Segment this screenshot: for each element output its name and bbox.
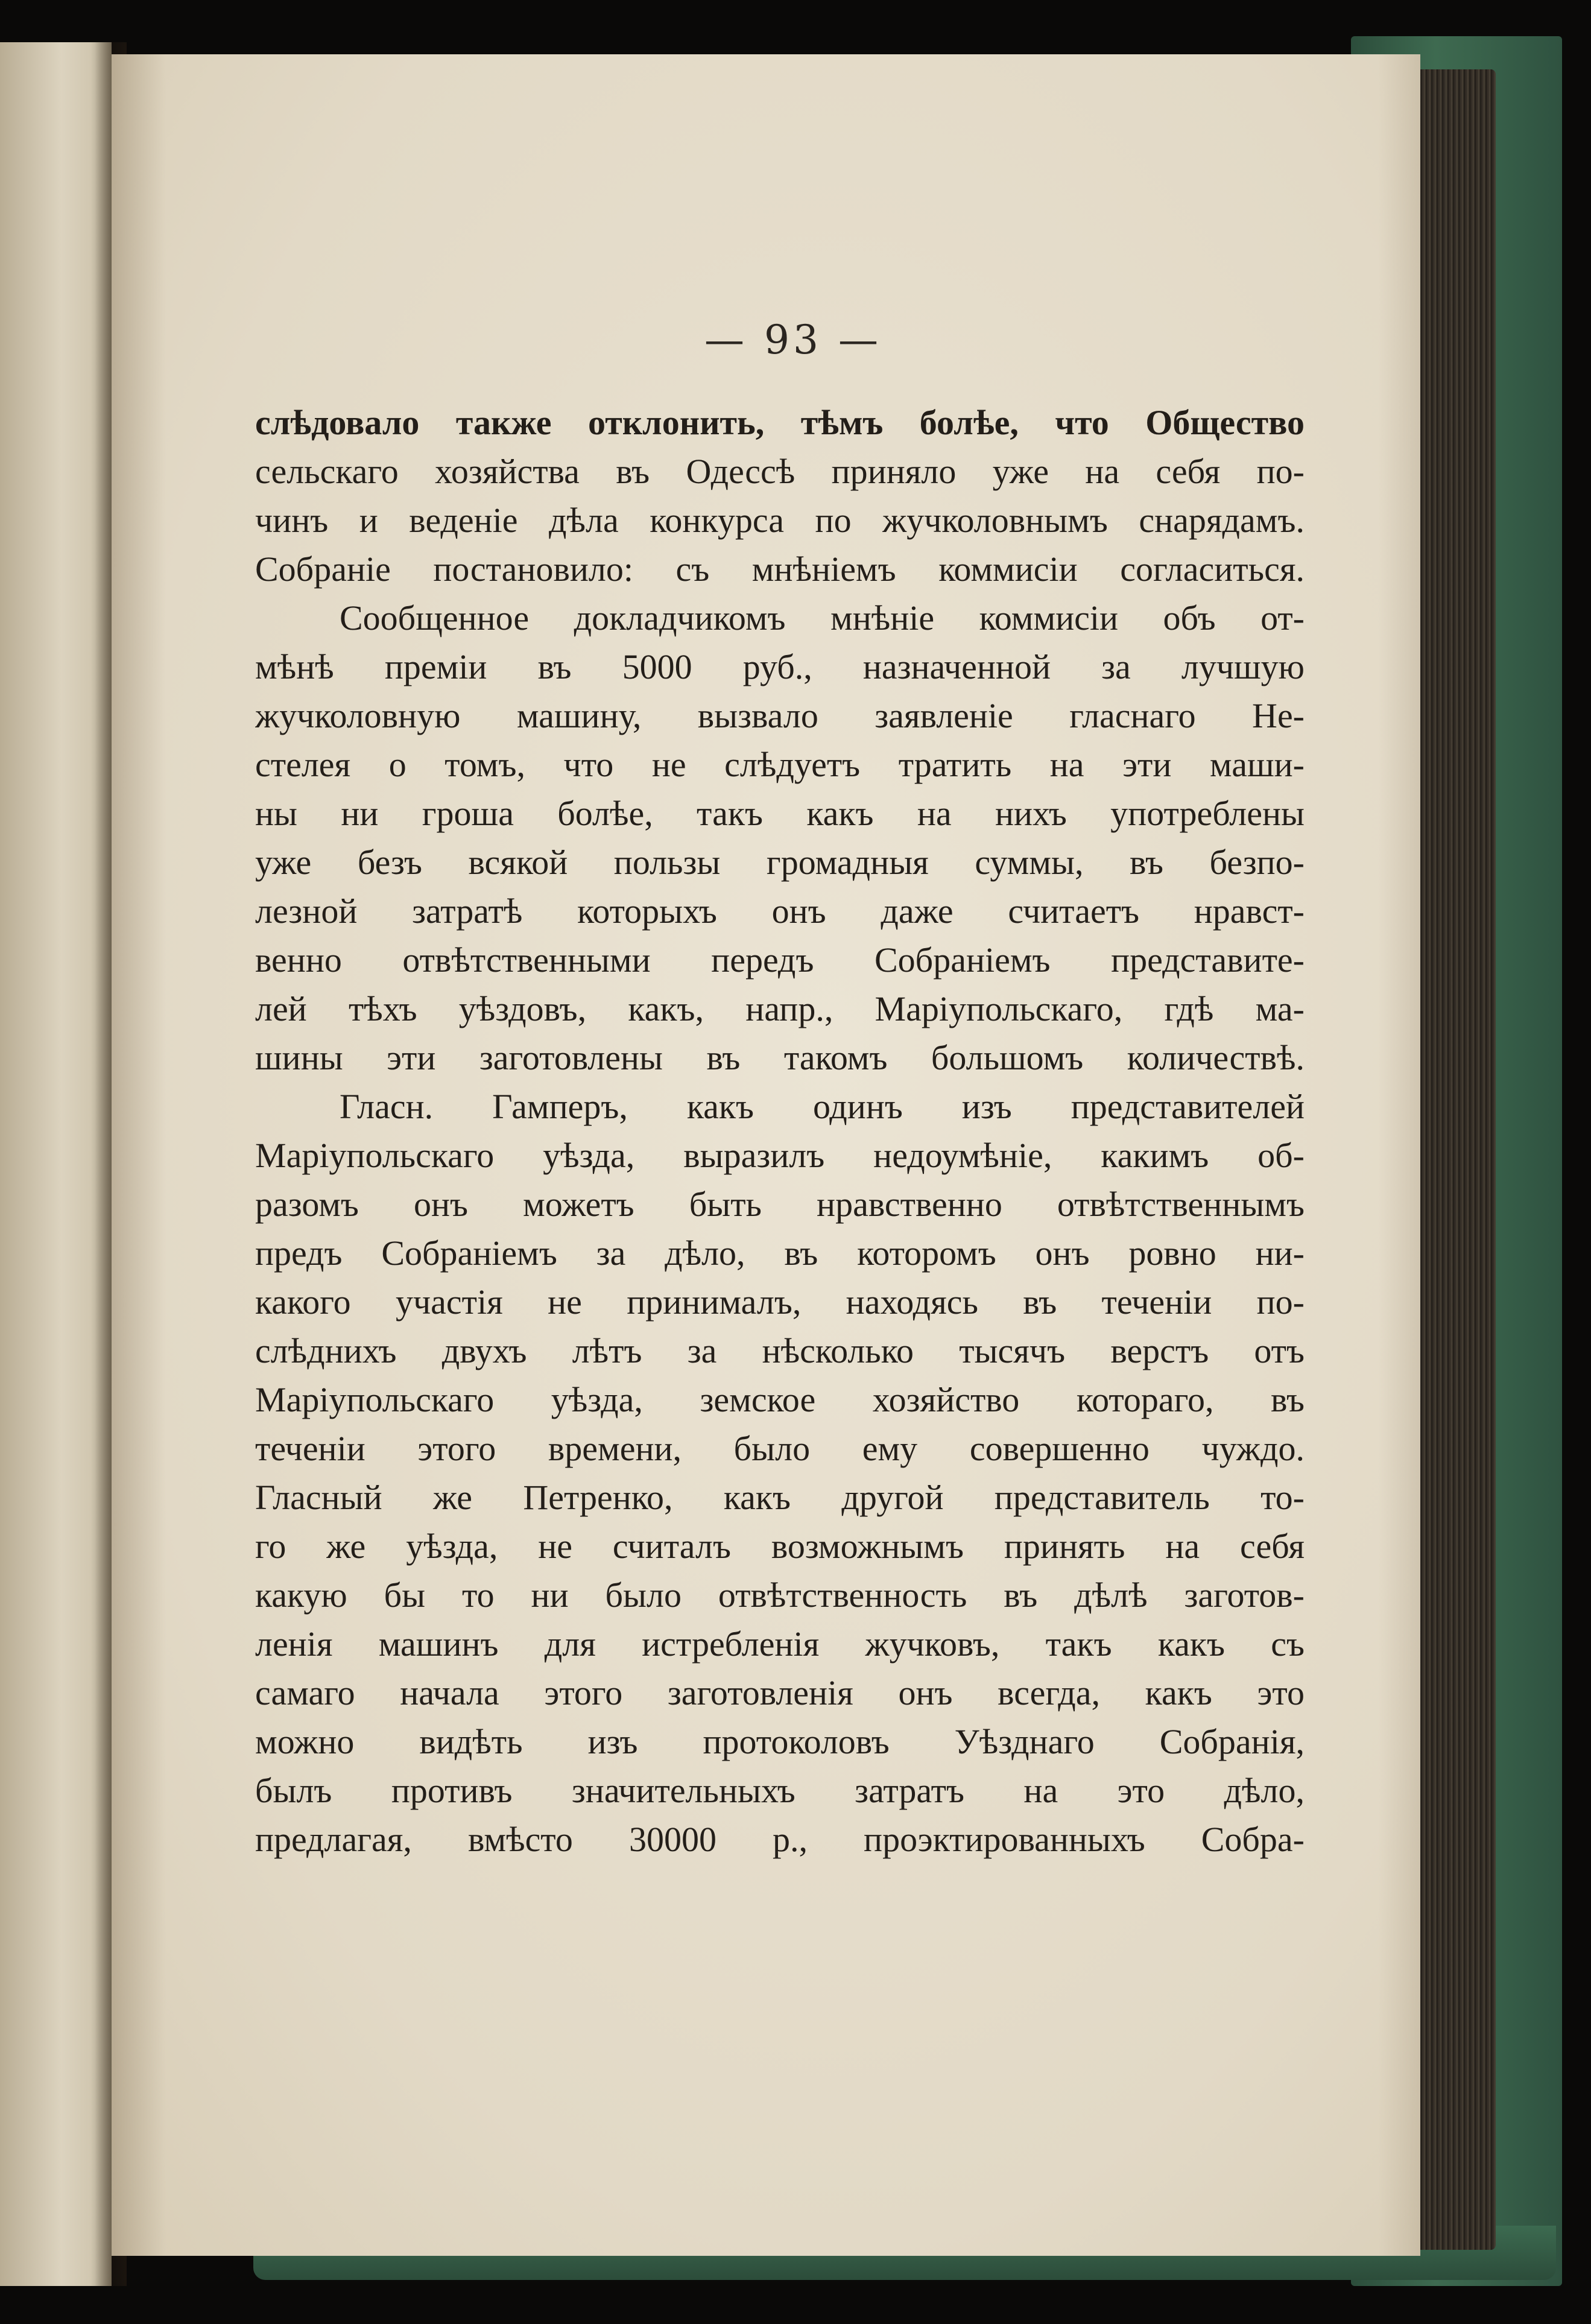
page-number: — 93 — [704, 317, 882, 363]
text-line: Маріупольскаго уѣзда, выразилъ недоумѣніе, какимъ об- [255, 1136, 1305, 1175]
text-line: венно отвѣтственными передъ Собраніемъ представите- [255, 940, 1305, 980]
text-line: самаго начала этого заготовленія онъ всегда, какъ это [255, 1673, 1305, 1712]
text-line: предлагая, вмѣсто 30000 р., проэктированныхъ Собра- [255, 1820, 1305, 1859]
text-line: предъ Собраніемъ за дѣло, въ которомъ онъ ровно ни- [255, 1233, 1305, 1273]
text-line: Собраніе постановило: съ мнѣніемъ коммисіи согласиться. [255, 549, 1305, 589]
text-line: ны ни гроша болѣе, такъ какъ на нихъ употреблены [255, 794, 1305, 833]
page-text [255, 398, 1305, 1864]
page-stack-edges [1417, 69, 1496, 2250]
text-line: Гласный же Петренко, какъ другой представитель то- [255, 1478, 1305, 1517]
text-line: лезной затратѣ которыхъ онъ даже считаетъ нравст- [255, 891, 1305, 931]
text-line: разомъ онъ можетъ быть нравственно отвѣтственнымъ [255, 1185, 1305, 1224]
text-line: какого участія не принималъ, находясь въ теченіи по- [255, 1282, 1305, 1322]
text-line: слѣднихъ двухъ лѣтъ за нѣсколько тысячъ верстъ отъ [255, 1331, 1305, 1370]
text-line: мѣнѣ преміи въ 5000 руб., назначенной за лучшую [255, 647, 1305, 686]
text-line: можно видѣть изъ протоколовъ Уѣзднаго Собранія, [255, 1722, 1305, 1761]
text-line: стелея о томъ, что не слѣдуетъ тратить на эти маши- [255, 745, 1305, 784]
text-line: Гласн. Гамперъ, какъ одинъ изъ представителей [340, 1087, 1305, 1126]
text-line: Маріупольскаго уѣзда, земское хозяйство котораго, въ [255, 1380, 1305, 1419]
text-line: слѣдовало также отклонить, тѣмъ болѣе, что Общество [255, 403, 1305, 442]
text-line: сельскаго хозяйства въ Одессѣ приняло уже на себя по- [255, 452, 1305, 491]
text-line: уже безъ всякой пользы громадныя суммы, въ безпо- [255, 843, 1305, 882]
text-line: былъ противъ значительныхъ затратъ на это дѣло, [255, 1771, 1305, 1810]
text-line: жучколовную машину, вызвало заявленіе гласнаго Не- [255, 696, 1305, 735]
text-line: чинъ и веденіе дѣла конкурса по жучколовнымъ снарядамъ. [255, 501, 1305, 540]
text-line: го же уѣзда, не считалъ возможнымъ принять на себя [255, 1527, 1305, 1566]
text-line: шины эти заготовлены въ такомъ большомъ количествѣ. [255, 1038, 1305, 1077]
text-line: Сообщенное докладчикомъ мнѣніе коммисіи объ от- [340, 598, 1305, 638]
text-line: лей тѣхъ уѣздовъ, какъ, напр., Маріупольскаго, гдѣ ма- [255, 989, 1305, 1028]
text-line: ленія машинъ для истребленія жучковъ, такъ какъ съ [255, 1624, 1305, 1664]
book-page [112, 54, 1420, 2256]
text-line: теченіи этого времени, было ему совершенно чуждо. [255, 1429, 1305, 1468]
text-line: какую бы то ни было отвѣтственность въ дѣлѣ заготов- [255, 1575, 1305, 1615]
